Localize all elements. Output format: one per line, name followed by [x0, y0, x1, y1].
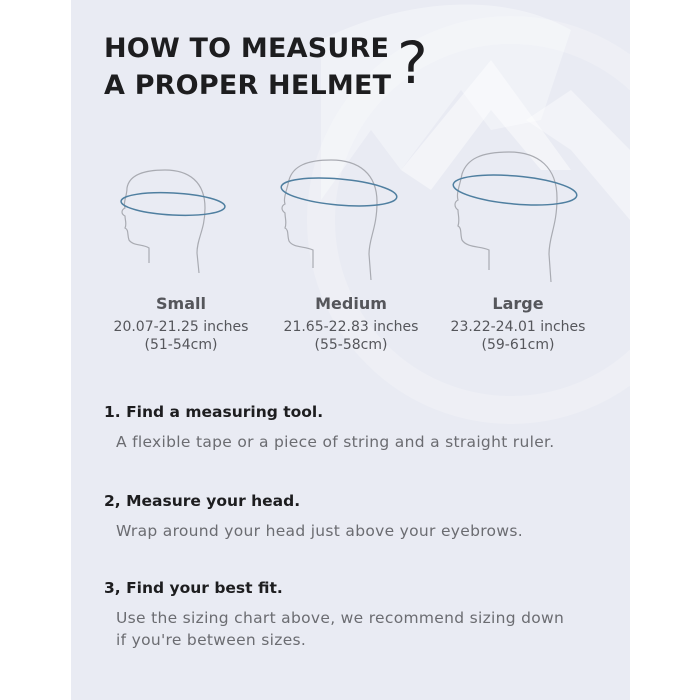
step-line: Wrap around your head just above your eyebrows. [116, 522, 523, 540]
question-mark: ? [397, 29, 428, 97]
step-description [116, 607, 564, 651]
size-name: Small [156, 294, 206, 313]
step-line: A flexible tape or a piece of string and a straight ruler. [116, 433, 555, 451]
page-title [104, 30, 391, 104]
size-medium [266, 294, 436, 354]
size-inches: 21.65-22.83 inches [283, 319, 419, 335]
step-title: 3, Find your best fit. [104, 579, 283, 597]
step-title: 1. Find a measuring tool. [104, 403, 324, 421]
title-line-2: A PROPER HELMET [104, 70, 392, 101]
size-cm: (59-61cm) [481, 337, 555, 353]
head-large-illustration [451, 150, 586, 284]
size-inches: 20.07-21.25 inches [113, 319, 249, 335]
size-inches: 23.22-24.01 inches [450, 319, 586, 335]
step-3 [104, 578, 564, 651]
step-title: 2, Measure your head. [104, 492, 301, 510]
tape-ring-icon [280, 174, 398, 210]
step-2 [104, 491, 523, 542]
tape-ring-icon [120, 190, 225, 217]
step-description [116, 431, 555, 453]
step-line: if you're between sizes. [116, 631, 307, 649]
title-line-1: HOW TO MEASURE [104, 33, 390, 64]
head-medium-illustration [279, 158, 409, 282]
size-cm: (55-58cm) [314, 337, 388, 353]
step-description [116, 520, 523, 542]
size-large [433, 294, 603, 354]
step-line: Use the sizing chart above, we recommend sizing down [116, 609, 565, 627]
head-small-illustration [119, 168, 231, 278]
head-profile-icon [122, 170, 205, 273]
size-small [96, 294, 266, 354]
size-name: Large [492, 294, 544, 313]
infographic-panel [71, 0, 630, 700]
size-name: Medium [315, 294, 387, 313]
head-profile-icon [455, 152, 557, 282]
step-1 [104, 402, 555, 453]
size-cm: (51-54cm) [144, 337, 218, 353]
tape-ring-icon [452, 171, 578, 210]
